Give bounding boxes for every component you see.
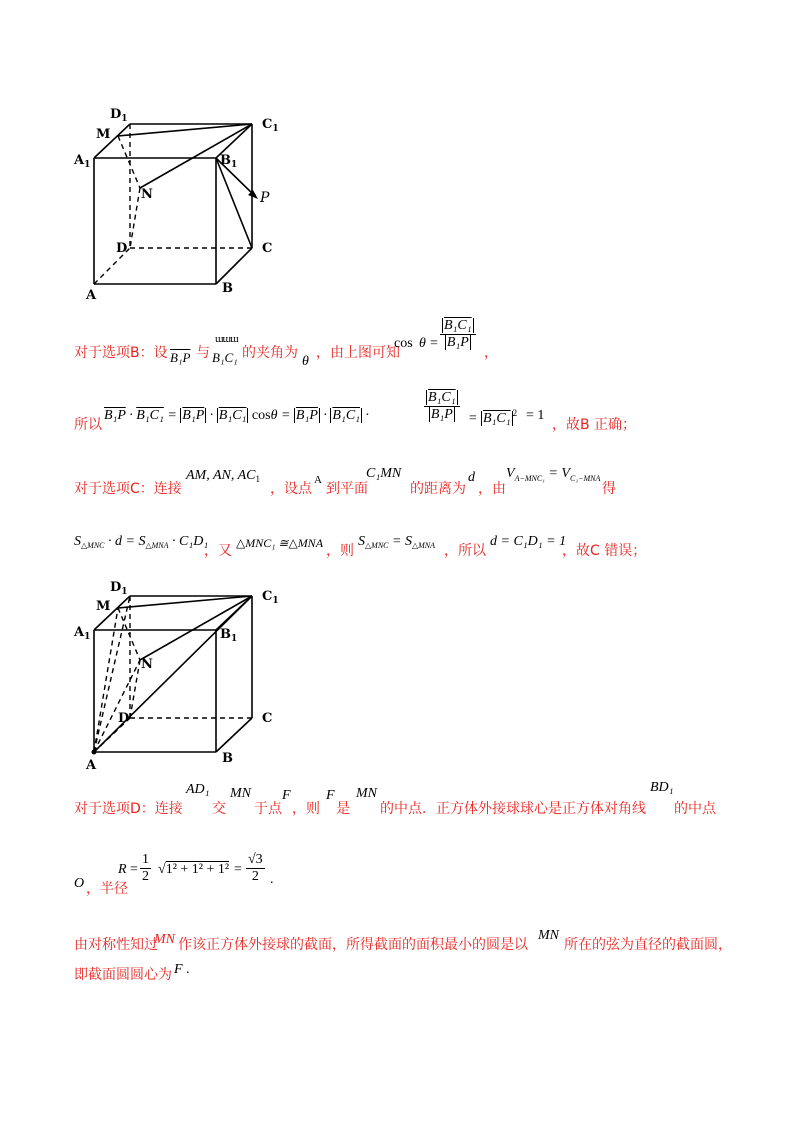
- cube-figure-1: [74, 100, 308, 310]
- area-equal: $S_{\triangle MNC} = S_{\triangle MNA}$: [358, 534, 435, 550]
- cube-figure-2: [74, 576, 308, 776]
- dot-product-expression: B₁P · B₁C₁ = B₁P · B₁C₁ cosθ = B₁P · B₁C₁ ·: [104, 408, 370, 423]
- label-D1: $D_1$: [110, 107, 128, 124]
- label-B: B: [222, 751, 233, 766]
- cos-fraction: $\frac{\text{B₁C₁}}{\text{B₁P}}$: [440, 318, 476, 351]
- cube-diagram-2: [74, 576, 308, 776]
- label-C1: $C_1$: [262, 589, 279, 606]
- vector-b1c1: B₁C₁: [212, 350, 238, 365]
- radical: √1² + 1² + 1²: [158, 862, 230, 877]
- label-M: M: [96, 599, 111, 614]
- label-A1: $A_1$: [74, 625, 91, 642]
- vector-b1p: B₁P: [170, 350, 191, 365]
- cube-diagram-1: [74, 100, 308, 310]
- label-D: D: [118, 711, 130, 726]
- label-D: D: [116, 241, 128, 256]
- plane-c1mn: C₁MN: [366, 466, 402, 481]
- label-C: C: [262, 241, 273, 256]
- label-P: P: [260, 190, 270, 206]
- wavy-mark: ɯɯɯ: [215, 333, 238, 345]
- label-A: A: [86, 288, 97, 303]
- label-B1: $B_1$: [220, 627, 238, 644]
- label-B1: $B_1$: [220, 153, 238, 170]
- distance-result: d = C₁D₁ = 1: [490, 534, 567, 549]
- volume-equation: $V_{A-MNC_1} = V_{C_1-MNA}$: [506, 466, 601, 483]
- label-C1: $C_1$: [262, 117, 279, 134]
- label-N: N: [141, 657, 153, 672]
- label-M: M: [96, 127, 111, 142]
- label-A: A: [86, 758, 97, 773]
- congruence: △MNC₁ ≅△MNA: [236, 536, 324, 550]
- label-A1: $A_1$: [74, 153, 91, 170]
- label-N: N: [141, 187, 153, 202]
- dot-fraction: $\frac{\text{B₁C₁}}{\text{B₁P}}$: [424, 390, 460, 423]
- label-D1: $D_1$: [110, 580, 128, 597]
- label-C: C: [262, 711, 273, 726]
- area-equation: $S_{\triangle MNC} \cdot d = S_{\triangle MNA} \cdot C_1D_1$: [74, 534, 209, 550]
- segment-list: AM, AN, $AC_1$: [186, 468, 260, 484]
- label-B: B: [222, 281, 233, 296]
- theta-symbol: θ: [302, 354, 309, 369]
